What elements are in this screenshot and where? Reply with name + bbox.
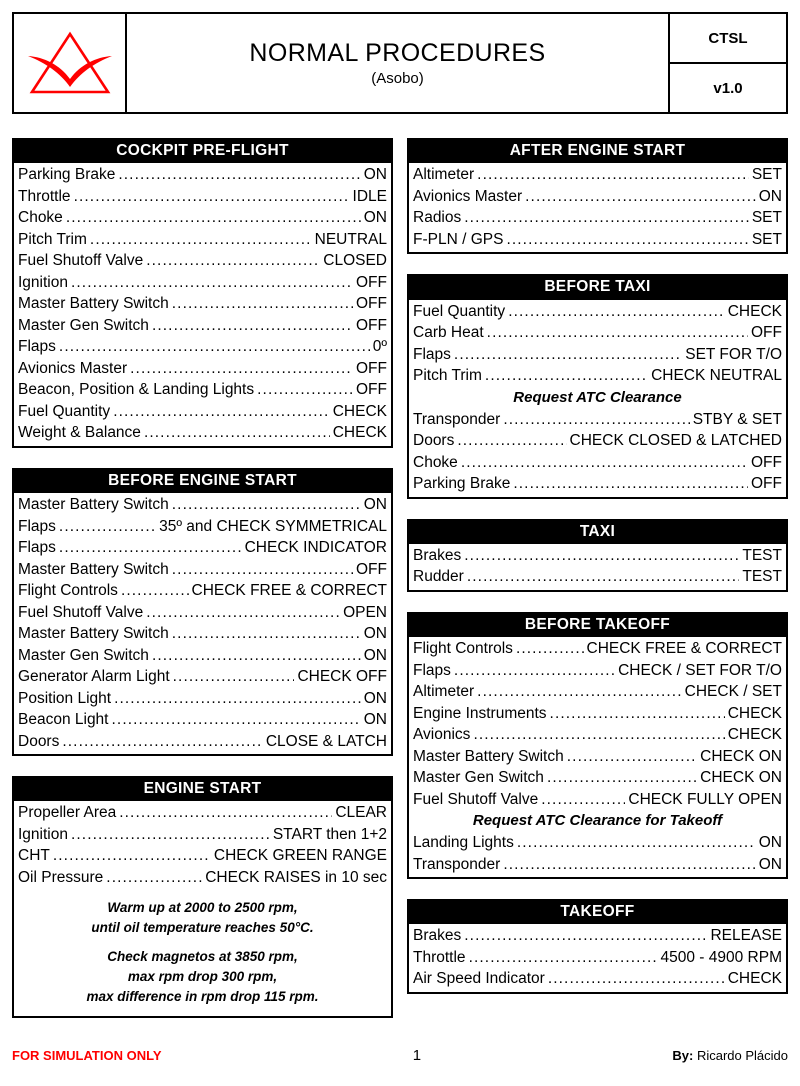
dot-leader (508, 304, 725, 320)
note-line: Warm up at 2000 to 2500 rpm, (107, 900, 298, 916)
checklist-item-label: F-PLN / GPS (413, 230, 504, 248)
checklist-item-value: SET FOR T/O (685, 345, 782, 363)
checklist-item-label: Choke (413, 453, 458, 471)
checklist-item-label: Brakes (413, 546, 462, 564)
checklist-section (407, 274, 788, 498)
dot-leader (113, 404, 330, 420)
checklist-item-value: ON (758, 855, 782, 873)
checklist-item-value: CHECK RAISES in 10 sec (205, 868, 387, 886)
section-title: COCKPIT PRE-FLIGHT (14, 140, 391, 163)
checklist-row[interactable] (18, 845, 387, 867)
dot-leader (550, 706, 725, 722)
dot-leader (62, 734, 262, 750)
dot-leader (503, 857, 755, 873)
checklist-item-label: Master Battery Switch (413, 747, 564, 765)
checklist-item-value: ON (758, 187, 782, 205)
checklist-item-value: OPEN (343, 603, 387, 621)
checklist-item-value: CHECK (727, 970, 782, 988)
dot-leader (477, 167, 749, 183)
dot-leader (469, 950, 658, 966)
checklist-item-label: Ignition (18, 273, 68, 291)
checklist-row[interactable] (413, 365, 782, 387)
checklist-item-value: CHECK (332, 402, 387, 420)
section-body (409, 300, 786, 497)
checklist-item-label: Fuel Shutoff Valve (18, 252, 144, 270)
checklist-section (407, 138, 788, 254)
checklist-item-value: ON (363, 166, 387, 184)
document-footer (12, 1043, 788, 1067)
checklist-item-value: CHECK NEUTRAL (651, 367, 782, 385)
checklist-section (407, 519, 788, 592)
checklist-item-label: Flaps (18, 517, 56, 535)
checklist-row[interactable] (413, 164, 782, 186)
checklist-row[interactable] (413, 545, 782, 567)
checklist-row[interactable] (413, 789, 782, 811)
header-meta-cell (670, 14, 786, 112)
checklist-item-label: Master Battery Switch (18, 560, 169, 578)
section-title: ENGINE START (14, 778, 391, 801)
checklist-row[interactable] (18, 164, 387, 186)
checklist-item-label: Generator Alarm Light (18, 668, 170, 686)
document-header (12, 12, 788, 114)
checklist-item-value: TEST (742, 546, 782, 564)
page-number: 1 (412, 1046, 422, 1064)
checklist-item-value: 0º (372, 338, 387, 356)
checklist-item-label: Flaps (18, 338, 56, 356)
checklist-row[interactable] (413, 344, 782, 366)
checklist-item-label: Fuel Shutoff Valve (18, 603, 144, 621)
dot-leader (477, 684, 682, 700)
checklist-row[interactable] (413, 186, 782, 208)
checklist-row[interactable] (18, 379, 387, 401)
document-version: v1.0 (713, 79, 743, 97)
checklist-item-label: Doors (413, 432, 455, 450)
dot-leader (506, 232, 748, 248)
checklist-row[interactable] (413, 229, 782, 251)
checklist-row[interactable] (413, 322, 782, 344)
checklist-row[interactable] (413, 854, 782, 876)
checklist-item-label: Flight Controls (18, 582, 118, 600)
checklist-row[interactable] (413, 681, 782, 703)
checklist-row[interactable] (18, 580, 387, 602)
dot-leader (146, 253, 320, 269)
checklist-row[interactable] (413, 947, 782, 969)
dot-leader (464, 210, 749, 226)
checklist-item-label: Choke (18, 209, 63, 227)
dot-leader (119, 805, 332, 821)
checklist-item-label: Ignition (18, 825, 68, 843)
dot-leader (173, 669, 295, 685)
dot-leader (71, 827, 270, 843)
checklist-item-label: Master Gen Switch (18, 316, 149, 334)
checklist-item-value: ON (363, 689, 387, 707)
section-title: TAKEOFF (409, 901, 786, 924)
title-cell (127, 14, 670, 112)
dot-leader (454, 663, 615, 679)
simulation-disclaimer: FOR SIMULATION ONLY (12, 1047, 162, 1063)
checklist-item-value: OFF (356, 381, 387, 399)
right-column (407, 138, 788, 1014)
dot-leader (59, 540, 242, 556)
checklist-row[interactable] (18, 250, 387, 272)
checklist-row[interactable] (18, 623, 387, 645)
dot-leader (172, 562, 353, 578)
section-body (409, 163, 786, 252)
checklist-item-value: CHECK CLOSED & LATCHED (569, 432, 782, 450)
checklist-item-label: Fuel Shutoff Valve (413, 790, 539, 808)
checklist-row[interactable] (18, 336, 387, 358)
checklist-item-value: ON (363, 646, 387, 664)
checklist-section (12, 138, 393, 448)
dot-leader (66, 210, 361, 226)
checklist-item-label: Flaps (413, 661, 451, 679)
logo-cell (14, 14, 127, 112)
checklist-item-label: Transponder (413, 855, 501, 873)
checklist-item-label: Throttle (413, 948, 466, 966)
checklist-row[interactable] (18, 867, 387, 889)
dot-leader (467, 569, 740, 585)
checklist-item-label: Avionics Master (18, 359, 128, 377)
checklist-item-label: Pitch Trim (18, 230, 87, 248)
checklist-item-value: CHECK GREEN RANGE (213, 847, 387, 865)
dot-leader (114, 691, 361, 707)
dot-leader (516, 641, 584, 657)
checklist-section (12, 776, 393, 1018)
dot-leader (513, 476, 748, 492)
checklist-row[interactable] (413, 767, 782, 789)
checklist-row[interactable] (18, 709, 387, 731)
checklist-item-label: Brakes (413, 927, 462, 945)
checklist-item-value: CHECK FREE & CORRECT (191, 582, 387, 600)
checklist-item-value: OFF (356, 560, 387, 578)
checklist-item-value: CLOSED (323, 252, 387, 270)
page-title: NORMAL PROCEDURES (249, 38, 546, 67)
checklist-row[interactable] (18, 516, 387, 538)
checklist-row[interactable] (413, 301, 782, 323)
dot-leader (503, 412, 689, 428)
section-title: BEFORE TAKEOFF (409, 614, 786, 637)
checklist-item-label: Oil Pressure (18, 868, 104, 886)
checklist-item-label: Flaps (18, 539, 56, 557)
dot-leader (121, 583, 189, 599)
dot-leader (53, 848, 211, 864)
checklist-item-label: Carb Heat (413, 324, 484, 342)
checklist-item-label: Transponder (413, 410, 501, 428)
checklist-item-label: Master Battery Switch (18, 625, 169, 643)
checklist-item-value: ON (363, 625, 387, 643)
dot-leader (112, 712, 361, 728)
checklist-item-label: Throttle (18, 187, 71, 205)
author-prefix: By: (672, 1047, 694, 1063)
checklist-item-label: Altimeter (413, 166, 475, 184)
checklist-row[interactable] (413, 968, 782, 990)
checklist-item-label: Radios (413, 209, 462, 227)
checklist-item-value: CHECK ON (700, 747, 782, 765)
checklist-row[interactable] (413, 430, 782, 452)
checklist-item-label: Air Speed Indicator (413, 970, 545, 988)
checklist-row[interactable] (413, 638, 782, 660)
checklist-item-value: OFF (751, 453, 782, 471)
checklist-item-value: OFF (356, 316, 387, 334)
page-subtitle: (Asobo) (371, 70, 424, 88)
checklist-row[interactable] (18, 731, 387, 753)
checklist-item-value: ON (363, 711, 387, 729)
dot-leader (541, 792, 625, 808)
dot-leader (487, 325, 748, 341)
note-line: max rpm drop 300 rpm, (127, 968, 278, 984)
checklist-item-value: CHECK FULLY OPEN (628, 790, 782, 808)
dot-leader (525, 189, 756, 205)
dot-leader (152, 318, 353, 334)
checklist-item-value: IDLE (352, 187, 387, 205)
note-line: Check magnetos at 3850 rpm, (107, 949, 298, 965)
checklist-item-label: Fuel Quantity (413, 302, 506, 320)
checklist-item-label: Parking Brake (413, 475, 511, 493)
dot-leader (547, 770, 697, 786)
checklist-item-value: ON (758, 834, 782, 852)
checklist-row[interactable] (413, 703, 782, 725)
dot-leader (257, 382, 353, 398)
checklist-row[interactable] (413, 452, 782, 474)
checklist-row[interactable] (18, 494, 387, 516)
author-credit (672, 1048, 788, 1063)
checklist-row[interactable] (18, 186, 387, 208)
dot-leader (74, 189, 350, 205)
checklist-item-label: Master Gen Switch (413, 769, 544, 787)
dot-leader (461, 455, 748, 471)
checklist-item-label: Beacon Light (18, 711, 109, 729)
checklist-item-label: Rudder (413, 568, 464, 586)
checklist-item-value: CHECK ON (700, 769, 782, 787)
dot-leader (146, 605, 340, 621)
dot-leader (548, 971, 725, 987)
section-body (14, 801, 391, 1016)
checklist-row[interactable] (413, 566, 782, 588)
checklist-item-label: Propeller Area (18, 804, 117, 822)
checklist-item-value: CHECK (727, 704, 782, 722)
section-body (14, 493, 391, 754)
checklist-row[interactable] (18, 802, 387, 824)
dot-leader (118, 167, 360, 183)
checklist-row[interactable] (413, 724, 782, 746)
checklist-item-value: 35º and CHECK SYMMETRICAL (159, 517, 387, 535)
checklist-section (12, 468, 393, 756)
checklist-section (407, 612, 788, 879)
checklist-item-value: SET (751, 166, 782, 184)
checklist-item-label: Master Battery Switch (18, 295, 169, 313)
checklist-row[interactable] (413, 925, 782, 947)
dot-leader (144, 425, 330, 441)
dot-leader (172, 497, 361, 513)
checklist-item-value: START then 1+2 (272, 825, 387, 843)
checklist-row[interactable] (18, 559, 387, 581)
checklist-row[interactable] (18, 293, 387, 315)
checklist-row[interactable] (18, 358, 387, 380)
checklist-row[interactable] (18, 824, 387, 846)
checklist-item-label: Altimeter (413, 683, 475, 701)
checklist-item-value: CHECK (727, 726, 782, 744)
checklist-item-value: OFF (356, 295, 387, 313)
checklist-item-value: CHECK (727, 302, 782, 320)
checklist-item-value: SET (751, 209, 782, 227)
section-note: Request ATC Clearance (513, 388, 682, 406)
dot-leader (567, 749, 697, 765)
checklist-item-label: Doors (18, 732, 60, 750)
dot-leader (152, 648, 361, 664)
checklist-row[interactable] (18, 688, 387, 710)
checklist-item-label: Pitch Trim (413, 367, 482, 385)
checklist-item-value: SET (751, 230, 782, 248)
checklist-row[interactable] (18, 229, 387, 251)
checklist-row[interactable] (18, 207, 387, 229)
dot-leader (454, 347, 682, 363)
section-body (409, 924, 786, 992)
checklist-item-value: OFF (356, 273, 387, 291)
dot-leader (473, 727, 724, 743)
dot-leader (517, 835, 756, 851)
checklist-item-value: RELEASE (710, 927, 782, 945)
checklist-item-label: Parking Brake (18, 166, 116, 184)
checklist-row[interactable] (18, 272, 387, 294)
checklist-item-value: CLEAR (335, 804, 387, 822)
note-spacer (22, 937, 383, 947)
checklist-item-value: CHECK / SET (684, 683, 782, 701)
section-title: BEFORE ENGINE START (14, 470, 391, 493)
engine-warmup-note (18, 888, 387, 1014)
section-body (14, 163, 391, 446)
note-line: until oil temperature reaches 50°C. (91, 919, 314, 935)
checklist-row[interactable] (413, 473, 782, 495)
section-title: TAXI (409, 521, 786, 544)
dot-leader (106, 870, 202, 886)
checklist-item-label: CHT (18, 847, 50, 865)
checklist-row[interactable] (18, 666, 387, 688)
checklist-item-value: TEST (742, 568, 782, 586)
section-body (409, 544, 786, 590)
checklist-row[interactable] (18, 422, 387, 444)
checklist-item-value: OFF (751, 324, 782, 342)
author-name: Ricardo Plácido (696, 1047, 788, 1063)
checklist-row[interactable] (413, 832, 782, 854)
section-title: BEFORE TAXI (409, 276, 786, 299)
checklist-item-value: CHECK INDICATOR (244, 539, 387, 557)
left-column (12, 138, 393, 1038)
section-body (409, 637, 786, 877)
dot-leader (59, 339, 370, 355)
checklist-item-label: Avionics Master (413, 187, 523, 205)
dot-leader (457, 433, 566, 449)
checklist-item-label: Flight Controls (413, 640, 513, 658)
checklist-item-label: Avionics (413, 726, 471, 744)
checklist-item-label: Beacon, Position & Landing Lights (18, 381, 255, 399)
checklist-item-label: Weight & Balance (18, 424, 141, 442)
dot-leader (464, 548, 739, 564)
dot-leader (172, 626, 361, 642)
note-line: max difference in rpm drop 115 rpm. (86, 988, 319, 1004)
checklist-item-label: Landing Lights (413, 834, 514, 852)
checklist-item-value: ON (363, 496, 387, 514)
dot-leader (90, 232, 312, 248)
checklist-item-value: CLOSE & LATCH (265, 732, 387, 750)
checklist-item-label: Master Gen Switch (18, 646, 149, 664)
checklist-item-value: OFF (751, 475, 782, 493)
checklist-item-value: CHECK OFF (297, 668, 387, 686)
section-note: Request ATC Clearance for Takeoff (472, 812, 723, 830)
checklist-item-value: ON (363, 209, 387, 227)
checklist-item-label: Master Battery Switch (18, 496, 169, 514)
ctsl-triangle-wing-icon (24, 27, 116, 99)
checklist-item-value: STBY & SET (692, 410, 782, 428)
checklist-item-label: Fuel Quantity (18, 402, 111, 420)
dot-leader (71, 275, 353, 291)
checklist-row[interactable] (18, 537, 387, 559)
checklist-item-label: Flaps (413, 345, 451, 363)
checklist-row[interactable] (413, 207, 782, 229)
aircraft-code: CTSL (670, 14, 786, 64)
checklist-item-value: CHECK FREE & CORRECT (586, 640, 782, 658)
checklist-item-value: NEUTRAL (314, 230, 387, 248)
checklist-row[interactable] (18, 645, 387, 667)
checklist-row[interactable] (18, 315, 387, 337)
checklist-item-label: Engine Instruments (413, 704, 547, 722)
checklist-row[interactable] (413, 746, 782, 768)
checklist-row[interactable] (18, 401, 387, 423)
checklist-item-label: Position Light (18, 689, 112, 707)
section-title: AFTER ENGINE START (409, 140, 786, 163)
checklist-item-value: CHECK / SET FOR T/O (618, 661, 782, 679)
dot-leader (172, 296, 353, 312)
checklist-row[interactable] (413, 660, 782, 682)
dot-leader (59, 519, 156, 535)
dot-leader (130, 361, 353, 377)
checklist-item-value: 4500 - 4900 RPM (660, 948, 782, 966)
checklist-item-value: OFF (356, 359, 387, 377)
dot-leader (464, 928, 707, 944)
checklist-section (407, 899, 788, 994)
checklist-row[interactable] (413, 409, 782, 431)
dot-leader (485, 368, 648, 384)
checklist-row[interactable] (18, 602, 387, 624)
checklist-item-value: CHECK (332, 424, 387, 442)
